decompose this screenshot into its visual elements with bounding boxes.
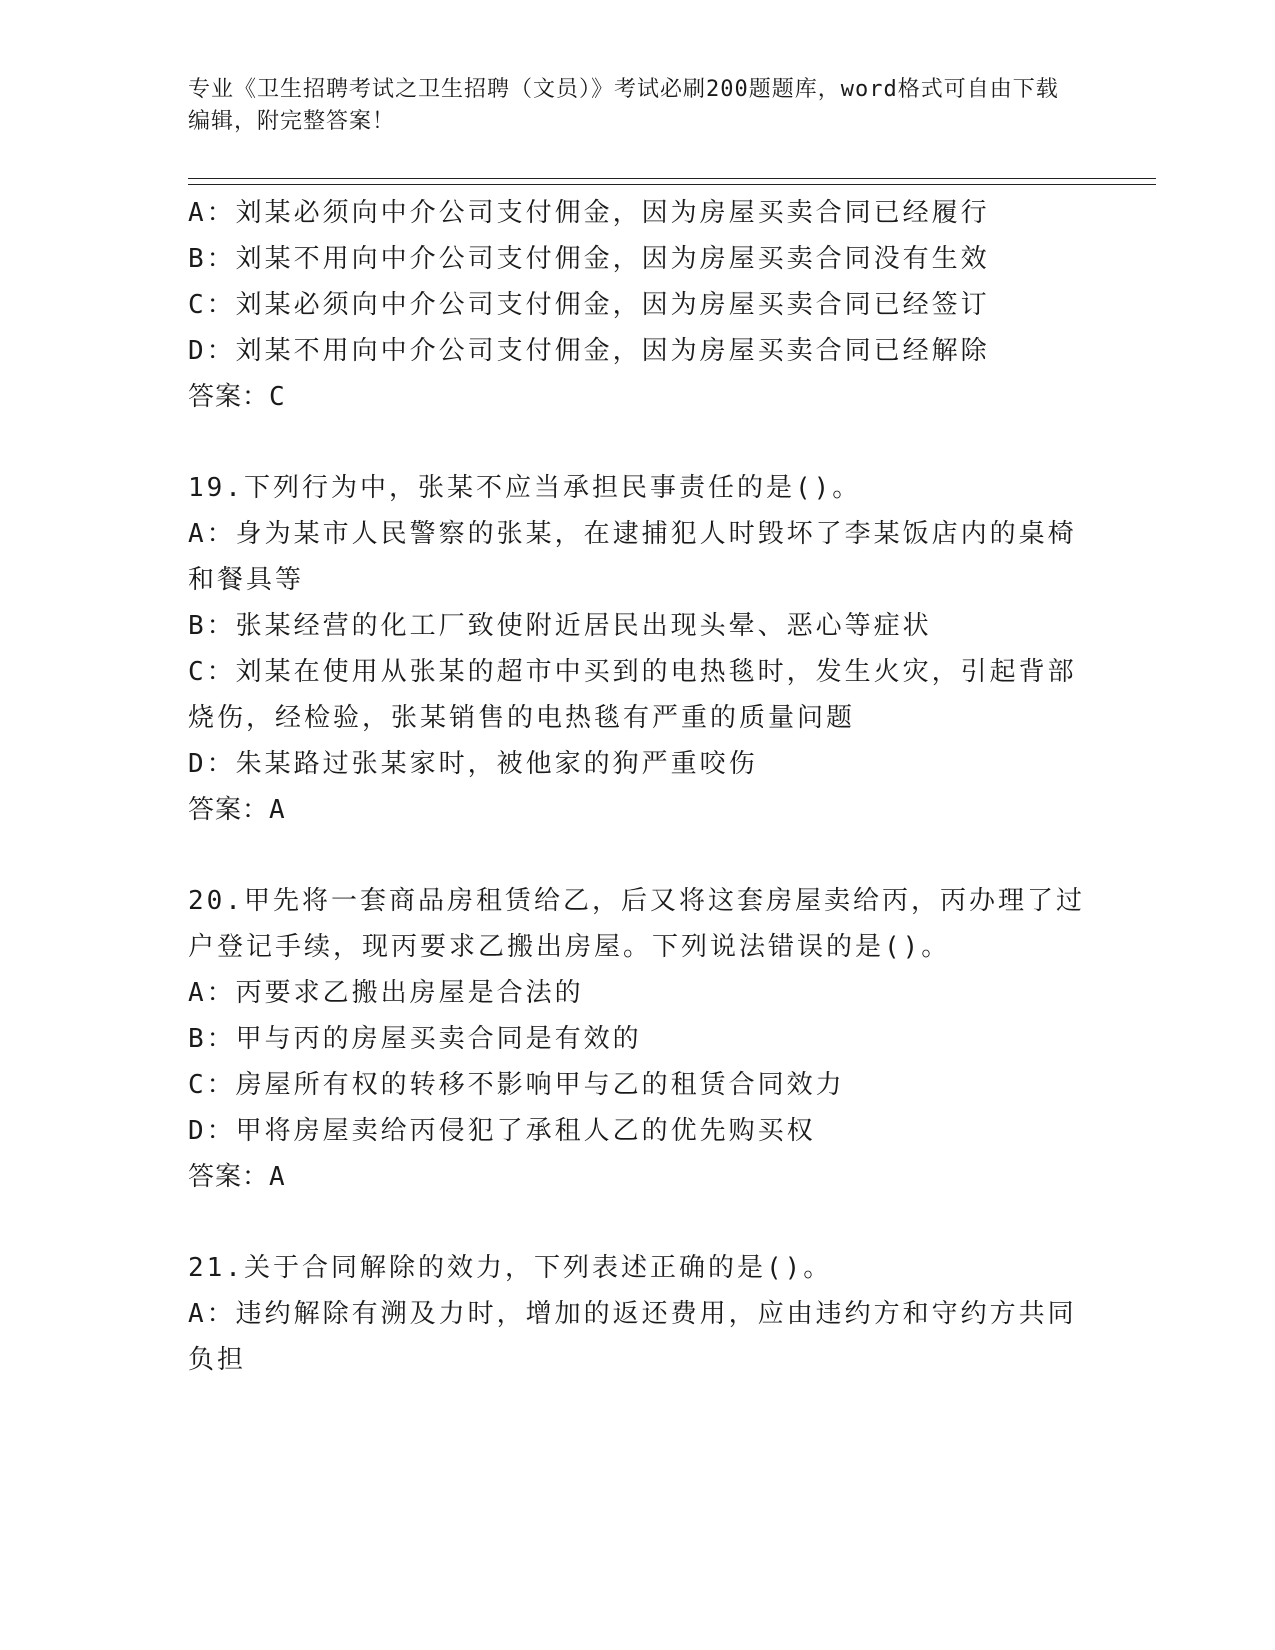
question-text: 20.甲先将一套商品房租赁给乙，后又将这套房屋卖给丙，丙办理了过户登记手续，现丙要求乙搬出房屋。下列说法错误的是()。	[188, 886, 1085, 962]
option-a: A：丙要求乙搬出房屋是合法的	[188, 978, 584, 1008]
question-text: 21.关于合同解除的效力，下列表述正确的是()。	[188, 1253, 833, 1283]
option-d: D：刘某不用向中介公司支付佣金，因为房屋买卖合同已经解除	[188, 336, 990, 366]
option-a: A：身为某市人民警察的张某，在逮捕犯人时毁坏了李某饭店内的桌椅和餐具等	[188, 519, 1077, 595]
answer	[188, 787, 1088, 833]
answer-label: 答案：	[188, 382, 270, 412]
header-rule-bottom	[188, 184, 1156, 185]
document-header: 专业《卫生招聘考试之卫生招聘（文员）》考试必刷200题题库，word格式可自由下载编辑，附完整答案！	[188, 77, 1059, 134]
answer-value: C	[269, 382, 286, 412]
spacer	[188, 833, 1088, 878]
answer	[188, 374, 1088, 420]
answer-label: 答案：	[188, 1162, 270, 1192]
question-21	[188, 1245, 1088, 1383]
option-d: D：朱某路过张某家时，被他家的狗严重咬伤	[188, 749, 758, 779]
answer-value: A	[269, 795, 286, 825]
answer-label: 答案：	[188, 795, 270, 825]
question-20	[188, 878, 1088, 1200]
option-d: D：甲将房屋卖给丙侵犯了承租人乙的优先购买权	[188, 1116, 816, 1146]
header-rule-top	[188, 178, 1156, 179]
answer	[188, 1154, 1088, 1200]
question-19	[188, 465, 1088, 833]
option-c: C：房屋所有权的转移不影响甲与乙的租赁合同效力	[188, 1070, 845, 1100]
option-c: C：刘某必须向中介公司支付佣金，因为房屋买卖合同已经签订	[188, 290, 990, 320]
option-b: B：刘某不用向中介公司支付佣金，因为房屋买卖合同没有生效	[188, 244, 990, 274]
option-a: A：违约解除有溯及力时，增加的返还费用，应由违约方和守约方共同负担	[188, 1299, 1077, 1375]
option-c: C：刘某在使用从张某的超市中买到的电热毯时，发生火灾，引起背部烧伤，经检验，张某销售的电热毯有严重的质量问题	[188, 657, 1077, 733]
option-a: A：刘某必须向中介公司支付佣金，因为房屋买卖合同已经履行	[188, 198, 990, 228]
question-text: 19.下列行为中，张某不应当承担民事责任的是()。	[188, 473, 862, 503]
spacer	[188, 1200, 1088, 1245]
question-18	[188, 190, 1088, 420]
spacer	[188, 420, 1088, 465]
option-b: B：甲与丙的房屋买卖合同是有效的	[188, 1024, 642, 1054]
option-b: B：张某经营的化工厂致使附近居民出现头晕、恶心等症状	[188, 611, 932, 641]
question-list	[188, 190, 1088, 1383]
answer-value: A	[269, 1162, 286, 1192]
